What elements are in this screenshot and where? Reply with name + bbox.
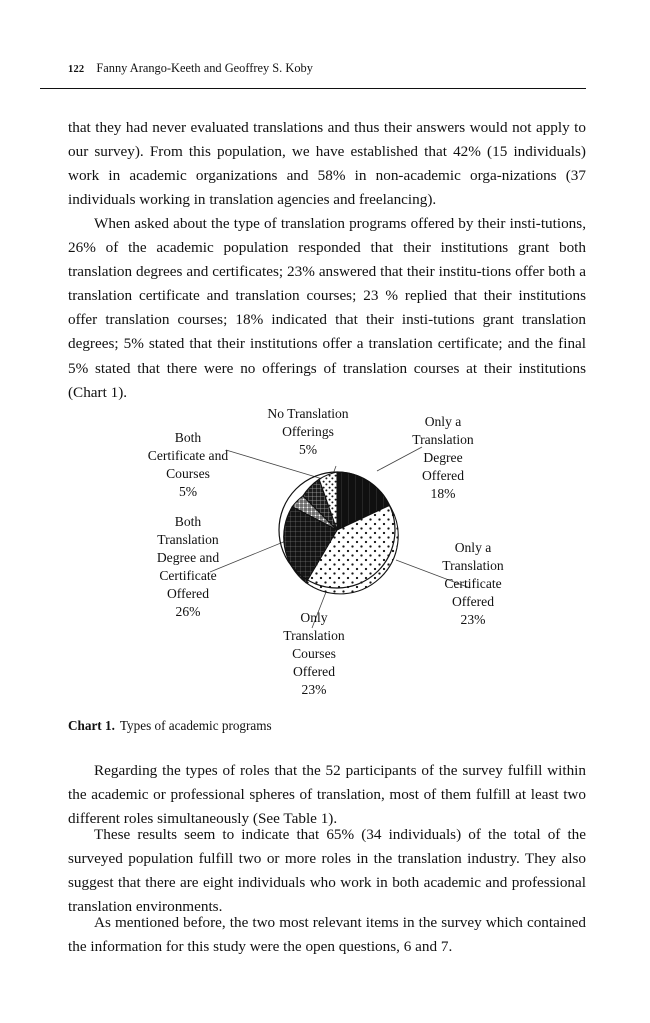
caption-label: Chart 1. — [68, 718, 115, 733]
label-line: Offered — [451, 594, 495, 609]
label-line: Offered — [421, 468, 465, 483]
label-value: 5% — [298, 442, 318, 457]
pie-label-only-degree — [412, 414, 474, 501]
header-rule — [40, 88, 586, 89]
label-line: Offered — [292, 664, 336, 679]
label-line: Certificate — [444, 576, 502, 591]
leader-only-degree — [377, 447, 422, 471]
label-value: 23% — [460, 612, 486, 627]
label-line: Only a — [454, 540, 492, 555]
label-line: Translation — [283, 628, 345, 643]
paragraph-block-5 — [68, 823, 586, 919]
pie-label-both-degree-certificate — [157, 514, 219, 619]
label-line: Only — [300, 610, 328, 625]
paragraph-block-1 — [68, 116, 586, 212]
label-line: No Translation — [267, 406, 349, 421]
page-number: 122 — [68, 64, 85, 75]
pie-label-only-certificate — [442, 540, 504, 627]
label-line: Certificate — [159, 568, 217, 583]
paragraph-block-6 — [68, 911, 586, 959]
body-paragraph: These results seem to indicate that 65% (34 individuals) of the total of the surveyed population fulfill two or more roles in the translation industry. They also suggest that there are eight individuals who work in both academic and professional translation environments. — [68, 826, 586, 916]
label-line: Offered — [166, 586, 210, 601]
running-head-authors: Fanny Arango-Keeth and Geoffrey S. Koby — [96, 61, 313, 75]
paragraph-block-2 — [68, 212, 586, 405]
label-line: Both — [174, 430, 202, 445]
label-line: Courses — [166, 466, 210, 481]
body-paragraph: When asked about the type of translation programs offered by their insti-tutions, 26% of the academic population responded that their institutions grant both translation degrees and certificates; 23% answered that their institu-tions offer both a translation certificate and translation courses; 23 % replied that their institutions offer translation courses; 18% indicated that their insti-tutions grant translation degrees; 5% stated that their institutions offer a translation certificate; and the final 5% stated that there were no offerings of translation courses at their institutions (Chart 1). — [68, 215, 586, 401]
pie-slices — [279, 472, 398, 594]
pie-label-no-offerings — [267, 406, 348, 457]
label-line: Translation — [157, 532, 219, 547]
label-line: Translation — [442, 558, 504, 573]
label-line: Both — [174, 514, 202, 529]
paragraph-block-4 — [68, 759, 586, 831]
chart-figure — [40, 396, 600, 706]
label-line: Only a — [424, 414, 462, 429]
label-value: 5% — [178, 484, 198, 499]
label-line: Offerings — [282, 424, 334, 439]
label-line: Translation — [412, 432, 474, 447]
body-paragraph: As mentioned before, the two most relevant items in the survey which contained the information for this study were the open questions, 6 and 7. — [68, 914, 586, 956]
running-head — [68, 61, 586, 77]
pie-chart — [40, 396, 600, 706]
chart-caption — [68, 717, 586, 734]
pie-label-both-certificate-courses — [148, 430, 229, 499]
label-value: 18% — [430, 486, 456, 501]
label-line: Certificate and — [147, 448, 229, 463]
pie-label-only-courses — [283, 610, 345, 697]
caption-text: Types of academic programs — [119, 718, 272, 733]
label-line: Degree — [423, 450, 463, 465]
label-line: Courses — [292, 646, 336, 661]
body-paragraph: Regarding the types of roles that the 52 participants of the survey fulfill within the academic or professional spheres of translation, most of them fulfill at least two different roles simultaneously (See Table 1). — [68, 762, 586, 828]
body-paragraph: that they had never evaluated translations and thus their answers would not apply to our survey). From this population, we have established that 42% (15 individuals) work in academic organizations and 58% in non-academic orga-nizations (37 individuals working in translation agencies and freelancing). — [68, 119, 586, 209]
label-value: 23% — [301, 682, 327, 697]
label-line: Degree and — [156, 550, 220, 565]
label-value: 26% — [175, 604, 201, 619]
